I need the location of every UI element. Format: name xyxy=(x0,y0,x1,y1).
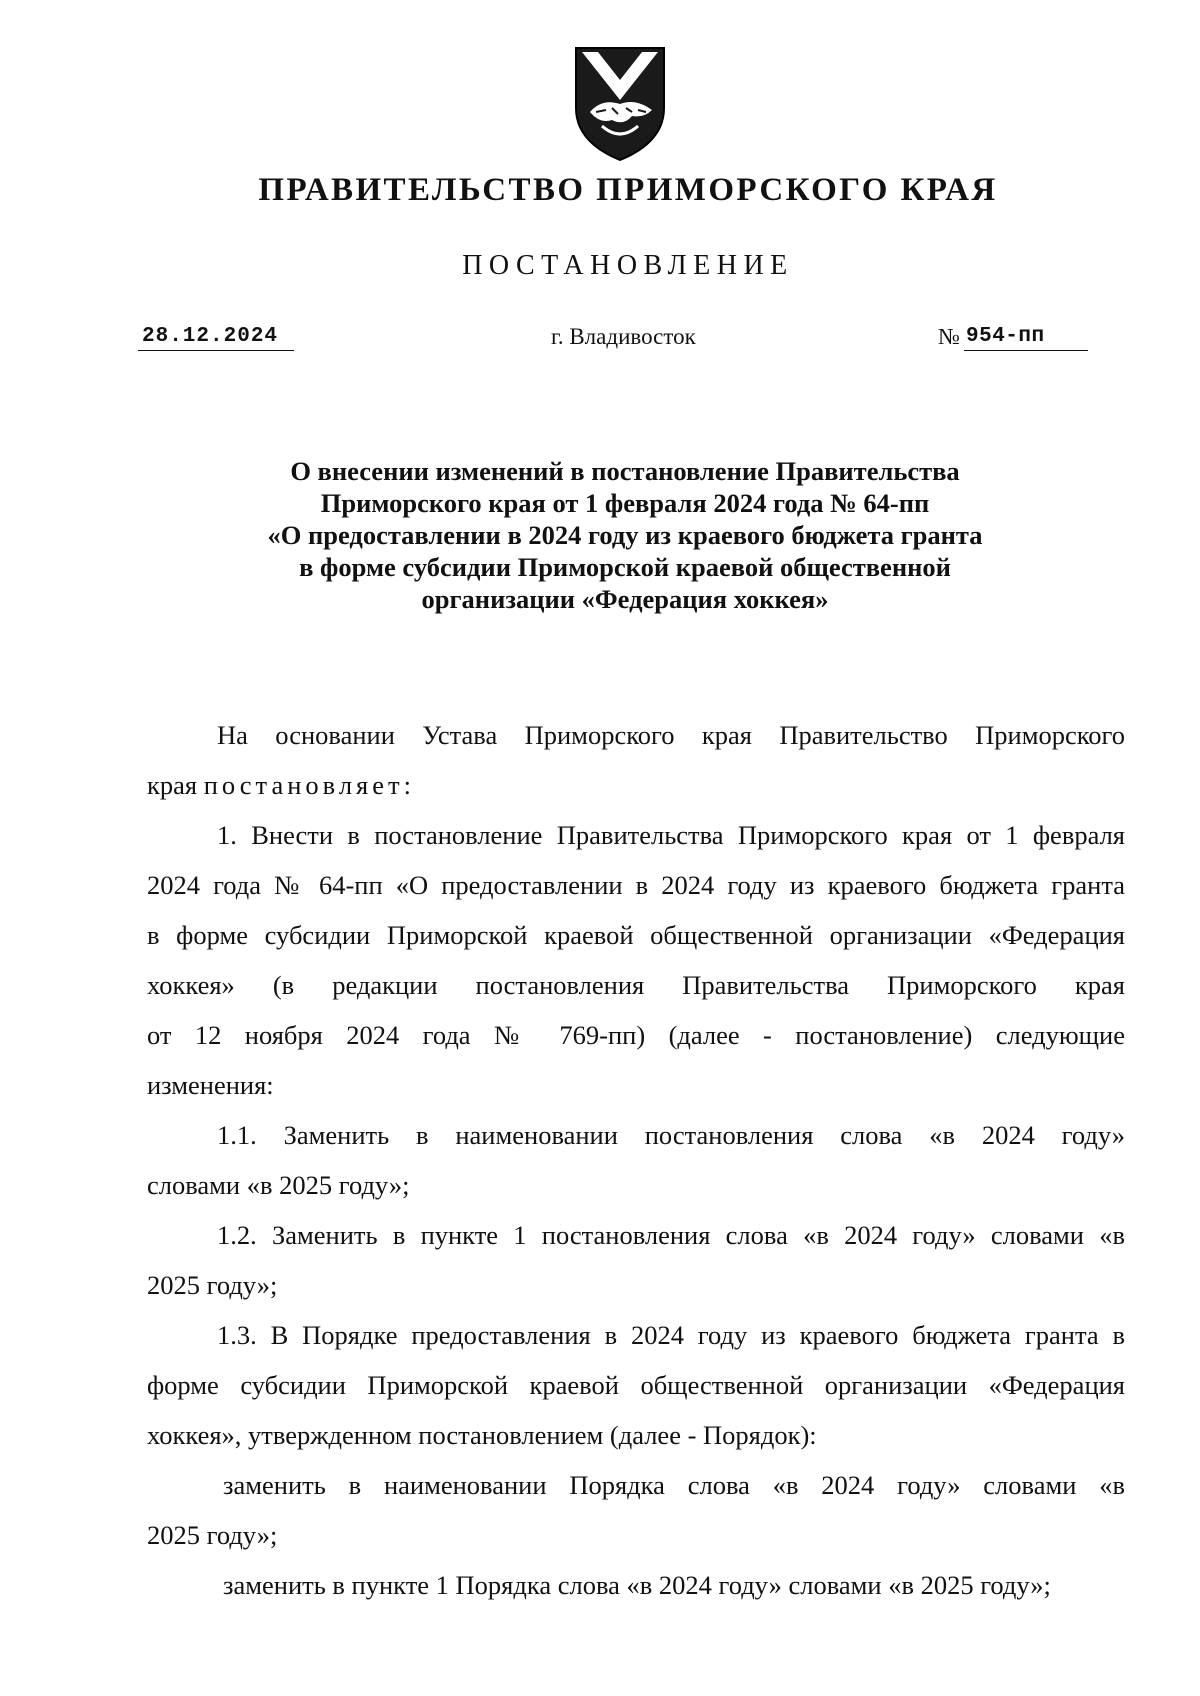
date-underline xyxy=(138,350,294,351)
title-line: Приморского края от 1 февраля 2024 года № 64-пп xyxy=(320,488,930,518)
subitem-a-line: заменить в наименовании Порядка слова «в 2024 году» словами «в xyxy=(223,1470,1125,1500)
preamble-text: края xyxy=(147,770,198,800)
number-underline xyxy=(964,350,1088,351)
preamble-line: На основании Устава Приморского края Правительство Приморского xyxy=(217,720,1125,750)
title-line: организации «Федерация хоккея» xyxy=(421,584,829,614)
paragraph-1-3-line: 1.3. В Порядке предоставления в 2024 году из краевого бюджета гранта в xyxy=(217,1320,1125,1350)
subitem-a-line: 2025 году»; xyxy=(147,1520,278,1550)
paragraph-1-line: от 12 ноября 2024 года № 769-пп) (далее - постановление) следующие xyxy=(147,1020,1125,1050)
subitem-b-line: заменить в пункте 1 Порядка слова «в 2024 году» словами «в 2025 году»; xyxy=(223,1570,1051,1600)
paragraph-1-line: в форме субсидии Приморской краевой общественной организации «Федерация xyxy=(147,920,1125,950)
title-line: «О предоставлении в 2024 году из краевого бюджета гранта xyxy=(267,520,983,550)
document-title xyxy=(150,455,1100,615)
paragraph-1-3-line: форме субсидии Приморской краевой общественной организации «Федерация xyxy=(147,1370,1125,1400)
title-line: в форме субсидии Приморской краевой общественной xyxy=(299,552,951,582)
paragraph-1-1-line: 1.1. Заменить в наименовании постановления слова «в 2024 году» xyxy=(217,1120,1125,1150)
paragraph-1-line: 2024 года № 64-пп «О предоставлении в 2024 году из краевого бюджета гранта xyxy=(147,870,1125,900)
preamble-verb: постановляет: xyxy=(203,770,415,800)
paragraph-1-line: изменения: xyxy=(147,1070,274,1100)
paragraph-1-2-line: 1.2. Заменить в пункте 1 постановления слова «в 2024 году» словами «в xyxy=(217,1220,1125,1250)
document-body xyxy=(147,710,1125,1610)
paragraph-1-2-line: 2025 году»; xyxy=(147,1270,278,1300)
document-city: г. Владивосток xyxy=(551,324,696,349)
document-date: 28.12.2024 xyxy=(142,325,279,348)
title-line: О внесении изменений в постановление Правительства xyxy=(290,456,960,486)
document-number: 954-пп xyxy=(966,325,1045,348)
preamble-line xyxy=(147,760,1125,810)
emblem-icon xyxy=(572,46,668,164)
organization-name: ПРАВИТЕЛЬСТВО ПРИМОРСКОГО КРАЯ xyxy=(258,172,998,208)
paragraph-1-1-line: словами «в 2025 году»; xyxy=(147,1170,410,1200)
paragraph-1-line: 1. Внести в постановление Правительства Приморского края от 1 февраля xyxy=(217,820,1125,850)
paragraph-1-3-line: хоккея», утвержденном постановлением (далее - Порядок): xyxy=(147,1420,817,1450)
document-type: ПОСТАНОВЛЕНИЕ xyxy=(462,250,794,281)
number-label: № xyxy=(938,324,960,349)
paragraph-1-line: хоккея» (в редакции постановления Правительства Приморского края xyxy=(147,970,1125,1000)
